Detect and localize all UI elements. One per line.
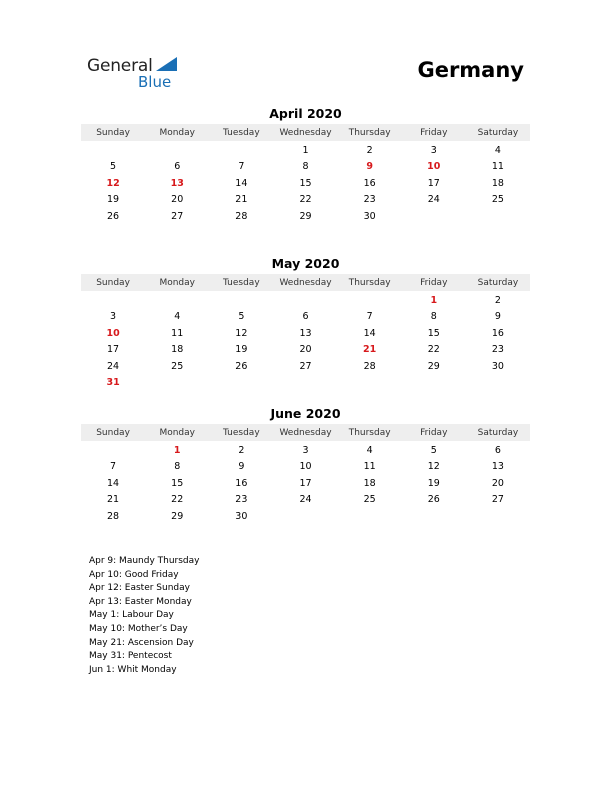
day-cell: 3	[302, 444, 309, 456]
country-title: Germany	[417, 58, 524, 82]
weekday-label: Thursday	[348, 127, 391, 138]
day-cell: 11	[491, 161, 504, 173]
day-cell: 6	[494, 444, 501, 456]
day-cell: 29	[171, 510, 184, 522]
month-title: April 2020	[269, 106, 342, 121]
day-cell: 14	[235, 177, 248, 189]
week-row	[81, 459, 530, 476]
day-cell: 16	[363, 177, 376, 189]
day-cell: 14	[363, 327, 376, 339]
month-title: May 2020	[271, 256, 340, 271]
day-cell: 6	[302, 311, 309, 323]
weekday-label: Saturday	[477, 427, 519, 438]
day-cell: 24	[299, 494, 312, 506]
weekday-label: Monday	[159, 427, 195, 438]
day-cell: 2	[494, 294, 501, 306]
day-cell: 29	[299, 210, 312, 222]
day-cell: 7	[238, 161, 245, 173]
weekday-label: Wednesday	[279, 127, 332, 138]
month-may	[81, 256, 530, 391]
day-cell: 15	[299, 177, 312, 189]
weekday-label: Sunday	[96, 277, 130, 288]
weekday-header	[81, 424, 530, 441]
day-cell: 12	[106, 177, 120, 189]
day-cell: 30	[235, 510, 248, 522]
week-row	[81, 142, 530, 159]
day-cell: 8	[174, 461, 181, 473]
week-row	[81, 208, 530, 225]
day-cell: 25	[171, 360, 184, 372]
week-row	[81, 192, 530, 209]
month-june	[81, 406, 530, 525]
holiday-item: May 21: Ascension Day	[89, 637, 194, 648]
week-row	[81, 375, 530, 392]
day-cell: 10	[299, 461, 312, 473]
day-cell: 25	[363, 494, 376, 506]
holiday-item: May 10: Mother’s Day	[89, 623, 188, 634]
day-cell: 10	[106, 327, 120, 339]
day-cell: 2	[238, 444, 245, 456]
week-row	[81, 159, 530, 176]
week-row	[81, 475, 530, 492]
day-cell: 21	[107, 494, 120, 506]
weekday-label: Thursday	[348, 427, 391, 438]
week-row	[81, 358, 530, 375]
day-cell: 20	[491, 477, 504, 489]
day-cell: 28	[107, 510, 120, 522]
day-cell: 20	[171, 194, 184, 206]
day-cell: 18	[363, 477, 376, 489]
day-cell: 17	[107, 344, 120, 356]
weekday-label: Monday	[159, 277, 195, 288]
week-row	[81, 325, 530, 342]
day-cell: 4	[174, 311, 181, 323]
day-cell: 15	[171, 477, 184, 489]
day-cell: 20	[299, 344, 312, 356]
week-row	[81, 442, 530, 459]
day-cell: 25	[491, 194, 504, 206]
day-cell: 27	[171, 210, 184, 222]
day-cell: 1	[173, 444, 181, 456]
weekday-label: Saturday	[477, 277, 519, 288]
day-cell: 22	[299, 194, 312, 206]
day-cell: 29	[427, 360, 440, 372]
day-cell: 26	[235, 360, 248, 372]
logo	[87, 56, 187, 92]
weekday-label: Monday	[159, 127, 195, 138]
weekday-label: Sunday	[96, 427, 130, 438]
month-grid	[81, 142, 530, 225]
day-cell: 7	[366, 311, 373, 323]
month-title: June 2020	[270, 406, 341, 421]
weekday-header	[81, 124, 530, 141]
day-cell: 14	[107, 477, 120, 489]
day-cell: 28	[235, 210, 248, 222]
day-cell: 27	[299, 360, 312, 372]
day-cell: 16	[235, 477, 248, 489]
day-cell: 5	[110, 161, 117, 173]
day-cell: 21	[235, 194, 248, 206]
holiday-item: Jun 1: Whit Monday	[89, 664, 177, 675]
day-cell: 26	[427, 494, 440, 506]
day-cell: 1	[302, 144, 309, 156]
day-cell: 21	[363, 344, 377, 356]
day-cell: 2	[366, 144, 373, 156]
month-april	[81, 106, 530, 225]
day-cell: 17	[427, 177, 440, 189]
weekday-label: Wednesday	[279, 427, 332, 438]
day-cell: 5	[430, 444, 437, 456]
week-row	[81, 342, 530, 359]
day-cell: 23	[363, 194, 376, 206]
holiday-item: Apr 9: Maundy Thursday	[89, 556, 200, 566]
day-cell: 8	[430, 311, 437, 323]
holiday-item: Apr 10: Good Friday	[89, 569, 179, 580]
weekday-label: Tuesday	[223, 127, 260, 138]
day-cell: 3	[430, 144, 437, 156]
day-cell: 22	[427, 344, 440, 356]
holiday-list	[89, 555, 200, 677]
day-cell: 7	[110, 461, 117, 473]
weekday-label: Friday	[420, 277, 448, 288]
weekday-label: Friday	[420, 127, 448, 138]
day-cell: 30	[363, 210, 376, 222]
day-cell: 31	[106, 377, 120, 389]
day-cell: 9	[366, 161, 373, 173]
week-row	[81, 508, 530, 525]
holiday-item: Apr 13: Easter Monday	[89, 596, 192, 607]
day-cell: 24	[427, 194, 440, 206]
day-cell: 27	[491, 494, 504, 506]
day-cell: 23	[235, 494, 248, 506]
weekday-label: Saturday	[477, 127, 519, 138]
holiday-item: May 31: Pentecost	[89, 651, 172, 662]
logo-triangle-icon	[156, 57, 177, 71]
day-cell: 8	[302, 161, 309, 173]
day-cell: 13	[170, 177, 184, 189]
weekday-label: Sunday	[96, 127, 130, 138]
day-cell: 11	[171, 327, 184, 339]
day-cell: 19	[235, 344, 248, 356]
week-row	[81, 309, 530, 326]
weekday-label: Tuesday	[223, 277, 260, 288]
week-row	[81, 292, 530, 309]
day-cell: 4	[366, 444, 373, 456]
logo-text-general: General	[87, 56, 153, 76]
day-cell: 9	[238, 461, 245, 473]
day-cell: 23	[491, 344, 504, 356]
day-cell: 18	[491, 177, 504, 189]
day-cell: 17	[299, 477, 312, 489]
weekday-label: Friday	[420, 427, 448, 438]
weekday-label: Tuesday	[223, 427, 260, 438]
week-row	[81, 175, 530, 192]
day-cell: 28	[363, 360, 376, 372]
weekday-header	[81, 274, 530, 291]
day-cell: 13	[491, 461, 504, 473]
day-cell: 4	[494, 144, 501, 156]
weekday-label: Thursday	[348, 277, 391, 288]
day-cell: 11	[363, 461, 376, 473]
day-cell: 9	[494, 311, 501, 323]
day-cell: 16	[491, 327, 504, 339]
day-cell: 1	[430, 294, 438, 306]
weekday-label: Wednesday	[279, 277, 332, 288]
month-grid	[81, 292, 530, 391]
day-cell: 5	[238, 311, 245, 323]
month-grid	[81, 442, 530, 525]
day-cell: 6	[174, 161, 181, 173]
holiday-item: Apr 12: Easter Sunday	[89, 583, 190, 594]
day-cell: 18	[171, 344, 184, 356]
day-cell: 24	[107, 360, 120, 372]
day-cell: 30	[491, 360, 504, 372]
day-cell: 3	[110, 311, 117, 323]
day-cell: 10	[427, 161, 441, 173]
day-cell: 22	[171, 494, 184, 506]
day-cell: 12	[235, 327, 248, 339]
day-cell: 15	[427, 327, 440, 339]
day-cell: 12	[427, 461, 440, 473]
day-cell: 19	[427, 477, 440, 489]
day-cell: 26	[107, 210, 120, 222]
day-cell: 19	[107, 194, 120, 206]
holiday-item: May 1: Labour Day	[89, 610, 174, 621]
week-row	[81, 492, 530, 509]
day-cell: 13	[299, 327, 312, 339]
logo-text-blue: Blue	[138, 73, 172, 91]
